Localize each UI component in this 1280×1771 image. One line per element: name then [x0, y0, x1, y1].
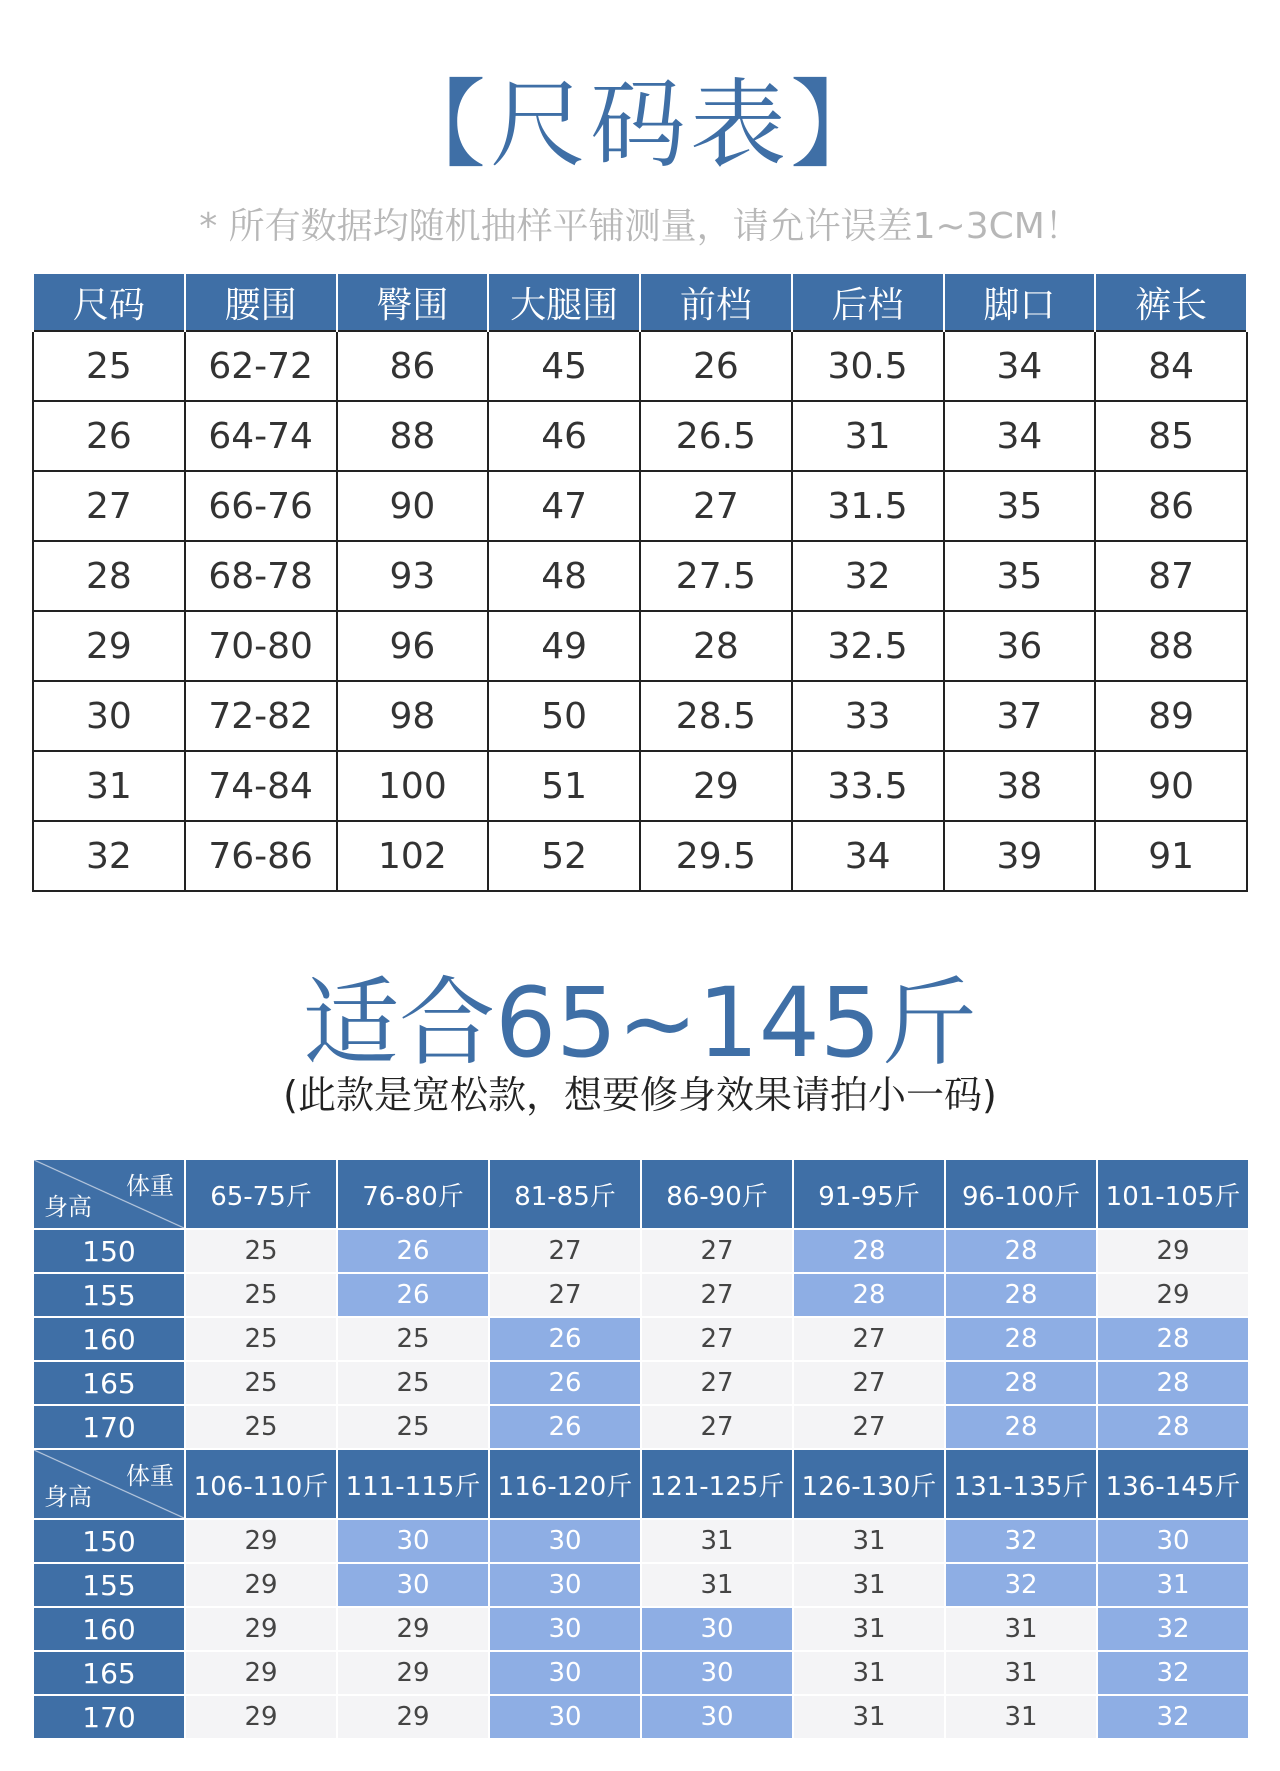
table-row [33, 611, 1247, 681]
fit-range-title: 适合65~145斤 [303, 967, 977, 1079]
table-row [33, 471, 1247, 541]
table-row [33, 751, 1247, 821]
table-row [33, 401, 1247, 471]
weight-range-header: 101-105斤 [1097, 1159, 1249, 1229]
corner-cell [33, 1449, 185, 1519]
recommended-size-cell: 28 [945, 1361, 1097, 1405]
recommended-size-cell: 30 [489, 1563, 641, 1607]
recommended-size-cell: 30 [337, 1519, 489, 1563]
recommended-size-cell: 27 [489, 1273, 641, 1317]
recommended-size-cell: 30 [489, 1651, 641, 1695]
recommended-size-cell: 32 [1097, 1607, 1249, 1651]
height-weight-table [32, 1158, 1250, 1740]
height-label: 160 [33, 1607, 185, 1651]
recommended-size-cell: 28 [793, 1229, 945, 1273]
recommended-size-cell: 31 [793, 1519, 945, 1563]
table-row [33, 331, 1247, 401]
size-cell: 90 [337, 471, 489, 541]
size-cell: 28 [33, 541, 185, 611]
recommended-size-cell: 28 [945, 1273, 1097, 1317]
size-cell: 91 [1095, 821, 1247, 891]
weight-range-header: 91-95斤 [793, 1159, 945, 1229]
height-label: 150 [33, 1519, 185, 1563]
size-cell: 31 [33, 751, 185, 821]
recommended-size-cell: 26 [489, 1405, 641, 1449]
size-cell: 34 [792, 821, 944, 891]
page-title: 【尺码表】 [390, 69, 890, 181]
size-cell: 48 [488, 541, 640, 611]
recommended-size-cell: 28 [945, 1405, 1097, 1449]
size-cell: 30.5 [792, 331, 944, 401]
recommended-size-cell: 29 [337, 1651, 489, 1695]
size-cell: 29.5 [640, 821, 792, 891]
table-row [33, 1695, 1249, 1739]
weight-range-header: 106-110斤 [185, 1449, 337, 1519]
size-column-header: 后档 [792, 274, 944, 331]
size-cell: 100 [337, 751, 489, 821]
size-cell: 70-80 [185, 611, 337, 681]
size-column-header: 尺码 [33, 274, 185, 331]
size-cell: 74-84 [185, 751, 337, 821]
weight-range-header: 76-80斤 [337, 1159, 489, 1229]
table-row [33, 681, 1247, 751]
size-cell: 86 [337, 331, 489, 401]
recommended-size-cell: 25 [185, 1229, 337, 1273]
size-cell: 34 [944, 401, 1096, 471]
recommended-size-cell: 27 [641, 1273, 793, 1317]
size-cell: 35 [944, 471, 1096, 541]
recommended-size-cell: 30 [641, 1651, 793, 1695]
weight-range-header: 65-75斤 [185, 1159, 337, 1229]
recommended-size-cell: 31 [945, 1651, 1097, 1695]
table-row [33, 1519, 1249, 1563]
size-cell: 90 [1095, 751, 1247, 821]
table-row [33, 1651, 1249, 1695]
size-cell: 31 [792, 401, 944, 471]
height-label: 170 [33, 1695, 185, 1739]
weight-range-header: 81-85斤 [489, 1159, 641, 1229]
recommended-size-cell: 28 [945, 1229, 1097, 1273]
recommended-size-cell: 29 [1097, 1273, 1249, 1317]
recommended-size-cell: 31 [641, 1519, 793, 1563]
recommended-size-cell: 30 [489, 1519, 641, 1563]
table-row [33, 1317, 1249, 1361]
recommended-size-cell: 25 [337, 1317, 489, 1361]
recommended-size-cell: 32 [1097, 1651, 1249, 1695]
height-label: 170 [33, 1405, 185, 1449]
recommended-size-cell: 30 [489, 1695, 641, 1739]
size-cell: 31.5 [792, 471, 944, 541]
recommended-size-cell: 31 [945, 1695, 1097, 1739]
table-row [33, 1361, 1249, 1405]
recommended-size-cell: 27 [793, 1361, 945, 1405]
size-cell: 27.5 [640, 541, 792, 611]
size-chart-header-row [33, 274, 1247, 331]
size-cell: 46 [488, 401, 640, 471]
recommended-size-cell: 27 [641, 1405, 793, 1449]
size-cell: 29 [33, 611, 185, 681]
height-label: 160 [33, 1317, 185, 1361]
recommended-size-cell: 26 [489, 1317, 641, 1361]
recommended-size-cell: 29 [185, 1695, 337, 1739]
size-cell: 49 [488, 611, 640, 681]
recommended-size-cell: 27 [641, 1317, 793, 1361]
fit-range-subtitle: (此款是宽松款，想要修身效果请拍小一码) [283, 1073, 997, 1117]
size-cell: 33 [792, 681, 944, 751]
size-cell: 45 [488, 331, 640, 401]
recommended-size-cell: 31 [793, 1563, 945, 1607]
weight-header-row [33, 1159, 1249, 1229]
recommended-size-cell: 28 [1097, 1405, 1249, 1449]
recommended-size-cell: 27 [793, 1317, 945, 1361]
table-row [33, 1563, 1249, 1607]
recommended-size-cell: 29 [337, 1695, 489, 1739]
height-label: 150 [33, 1229, 185, 1273]
recommended-size-cell: 29 [1097, 1229, 1249, 1273]
size-column-header: 裤长 [1095, 274, 1247, 331]
size-cell: 72-82 [185, 681, 337, 751]
weight-range-header: 116-120斤 [489, 1449, 641, 1519]
recommended-size-cell: 28 [1097, 1317, 1249, 1361]
size-cell: 27 [33, 471, 185, 541]
recommended-size-cell: 31 [945, 1607, 1097, 1651]
table-row [33, 1607, 1249, 1651]
recommended-size-cell: 30 [489, 1607, 641, 1651]
size-cell: 68-78 [185, 541, 337, 611]
recommended-size-cell: 25 [185, 1273, 337, 1317]
size-cell: 32 [33, 821, 185, 891]
recommended-size-cell: 27 [489, 1229, 641, 1273]
corner-weight-label: 体重 [126, 1172, 174, 1200]
size-cell: 36 [944, 611, 1096, 681]
recommended-size-cell: 28 [1097, 1361, 1249, 1405]
size-cell: 88 [1095, 611, 1247, 681]
size-cell: 64-74 [185, 401, 337, 471]
size-cell: 98 [337, 681, 489, 751]
size-column-header: 大腿围 [488, 274, 640, 331]
recommended-size-cell: 29 [185, 1563, 337, 1607]
size-cell: 25 [33, 331, 185, 401]
size-cell: 39 [944, 821, 1096, 891]
weight-range-header: 111-115斤 [337, 1449, 489, 1519]
recommended-size-cell: 29 [337, 1607, 489, 1651]
size-cell: 26.5 [640, 401, 792, 471]
recommended-size-cell: 28 [793, 1273, 945, 1317]
size-cell: 29 [640, 751, 792, 821]
size-cell: 28 [640, 611, 792, 681]
size-cell: 89 [1095, 681, 1247, 751]
recommended-size-cell: 29 [185, 1607, 337, 1651]
height-label: 165 [33, 1651, 185, 1695]
recommended-size-cell: 31 [641, 1563, 793, 1607]
recommended-size-cell: 31 [793, 1651, 945, 1695]
weight-range-header: 86-90斤 [641, 1159, 793, 1229]
size-cell: 51 [488, 751, 640, 821]
size-cell: 33.5 [792, 751, 944, 821]
recommended-size-cell: 27 [641, 1229, 793, 1273]
weight-range-header: 121-125斤 [641, 1449, 793, 1519]
recommended-size-cell: 27 [793, 1405, 945, 1449]
recommended-size-cell: 29 [185, 1651, 337, 1695]
size-cell: 35 [944, 541, 1096, 611]
size-cell: 34 [944, 331, 1096, 401]
size-cell: 102 [337, 821, 489, 891]
size-cell: 66-76 [185, 471, 337, 541]
size-cell: 38 [944, 751, 1096, 821]
recommended-size-cell: 32 [1097, 1695, 1249, 1739]
table-row [33, 821, 1247, 891]
size-cell: 30 [33, 681, 185, 751]
recommended-size-cell: 30 [641, 1607, 793, 1651]
size-cell: 26 [33, 401, 185, 471]
size-column-header: 脚口 [944, 274, 1096, 331]
size-cell: 85 [1095, 401, 1247, 471]
height-label: 155 [33, 1563, 185, 1607]
size-column-header: 腰围 [185, 274, 337, 331]
table-row [33, 1229, 1249, 1273]
recommended-size-cell: 32 [945, 1519, 1097, 1563]
measurement-note: * 所有数据均随机抽样平铺测量，请允许误差1~3CM！ [199, 206, 1081, 247]
size-cell: 84 [1095, 331, 1247, 401]
table-row [33, 1405, 1249, 1449]
corner-weight-label: 体重 [126, 1462, 174, 1490]
corner-cell [33, 1159, 185, 1229]
size-cell: 32 [792, 541, 944, 611]
size-cell: 52 [488, 821, 640, 891]
recommended-size-cell: 26 [337, 1229, 489, 1273]
recommended-size-cell: 25 [337, 1361, 489, 1405]
size-cell: 28.5 [640, 681, 792, 751]
weight-header-row [33, 1449, 1249, 1519]
weight-range-header: 136-145斤 [1097, 1449, 1249, 1519]
recommended-size-cell: 30 [337, 1563, 489, 1607]
recommended-size-cell: 31 [793, 1607, 945, 1651]
size-cell: 47 [488, 471, 640, 541]
recommended-size-cell: 26 [337, 1273, 489, 1317]
recommended-size-cell: 25 [337, 1405, 489, 1449]
size-cell: 27 [640, 471, 792, 541]
size-chart-table [32, 274, 1248, 892]
corner-height-label: 身高 [44, 1483, 92, 1511]
size-cell: 37 [944, 681, 1096, 751]
height-label: 155 [33, 1273, 185, 1317]
corner-height-label: 身高 [44, 1193, 92, 1221]
recommended-size-cell: 30 [1097, 1519, 1249, 1563]
size-column-header: 臀围 [337, 274, 489, 331]
recommended-size-cell: 28 [945, 1317, 1097, 1361]
recommended-size-cell: 29 [185, 1519, 337, 1563]
weight-range-header: 96-100斤 [945, 1159, 1097, 1229]
recommended-size-cell: 31 [793, 1695, 945, 1739]
recommended-size-cell: 25 [185, 1317, 337, 1361]
size-cell: 32.5 [792, 611, 944, 681]
size-cell: 50 [488, 681, 640, 751]
size-cell: 96 [337, 611, 489, 681]
size-cell: 76-86 [185, 821, 337, 891]
size-cell: 88 [337, 401, 489, 471]
recommended-size-cell: 32 [945, 1563, 1097, 1607]
size-cell: 62-72 [185, 331, 337, 401]
recommended-size-cell: 31 [1097, 1563, 1249, 1607]
recommended-size-cell: 26 [489, 1361, 641, 1405]
height-label: 165 [33, 1361, 185, 1405]
size-cell: 87 [1095, 541, 1247, 611]
recommended-size-cell: 25 [185, 1361, 337, 1405]
size-column-header: 前档 [640, 274, 792, 331]
table-row [33, 1273, 1249, 1317]
weight-range-header: 131-135斤 [945, 1449, 1097, 1519]
size-cell: 93 [337, 541, 489, 611]
recommended-size-cell: 27 [641, 1361, 793, 1405]
size-cell: 86 [1095, 471, 1247, 541]
weight-range-header: 126-130斤 [793, 1449, 945, 1519]
table-row [33, 541, 1247, 611]
recommended-size-cell: 25 [185, 1405, 337, 1449]
size-cell: 26 [640, 331, 792, 401]
recommended-size-cell: 30 [641, 1695, 793, 1739]
